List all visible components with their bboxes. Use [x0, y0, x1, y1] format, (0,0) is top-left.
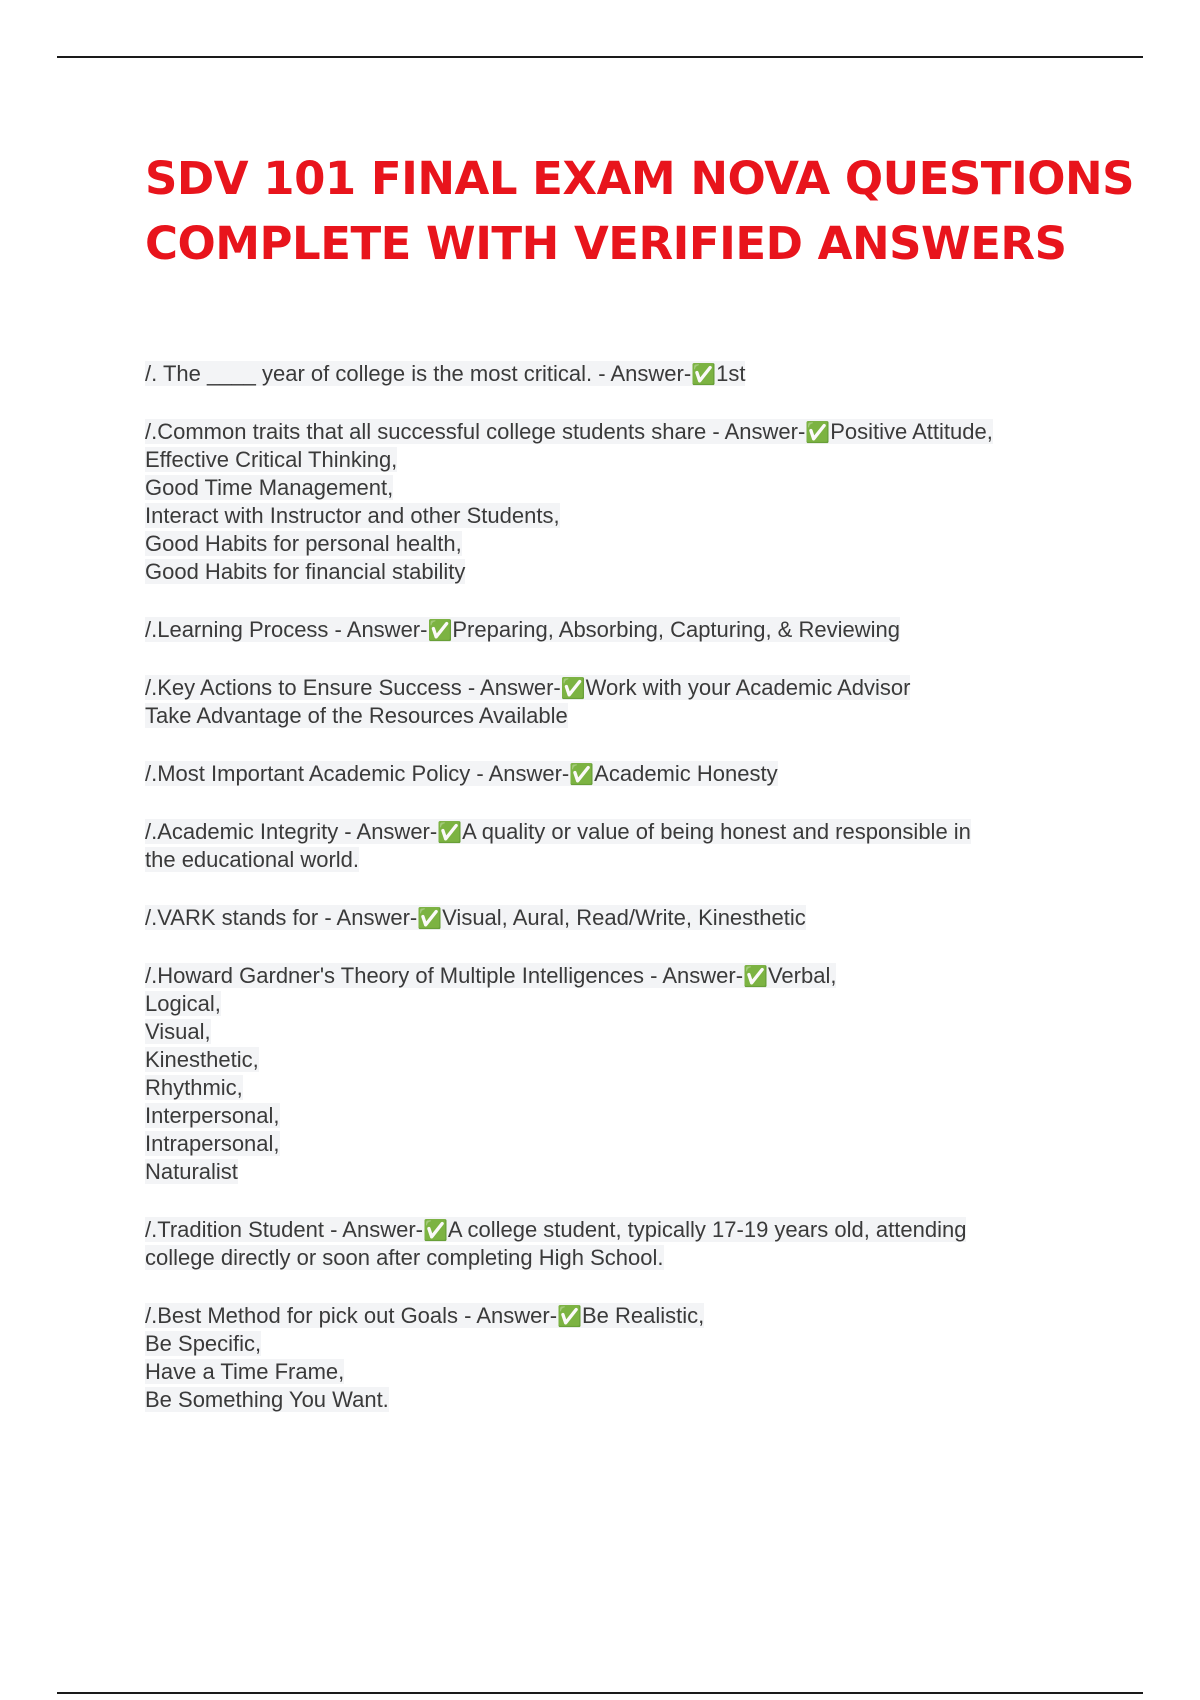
qa-answer: Have a Time Frame,	[145, 1359, 345, 1384]
qa-question-line	[145, 418, 1095, 446]
qa-question: /.Howard Gardner's Theory of Multiple Intelligences - Answer-	[145, 963, 744, 988]
qa-question: /. The ____ year of college is the most critical. - Answer-	[145, 361, 692, 386]
qa-answer-line	[145, 474, 1095, 502]
qa-answer: Interact with Instructor and other Students,	[145, 503, 560, 528]
check-mark-icon: ✅	[560, 676, 586, 700]
text-highlight	[145, 1387, 389, 1412]
text-highlight	[145, 503, 560, 528]
check-mark-icon: ✅	[417, 906, 443, 930]
qa-answer: Take Advantage of the Resources Available	[145, 703, 568, 728]
qa-item	[145, 962, 1095, 1186]
text-highlight	[145, 1131, 280, 1156]
qa-question: /.Key Actions to Ensure Success - Answer-	[145, 675, 561, 700]
qa-answer: Be Specific,	[145, 1331, 262, 1356]
qa-item	[145, 1302, 1095, 1414]
qa-answer-line	[145, 1074, 1095, 1102]
check-mark-icon: ✅	[427, 618, 453, 642]
qa-answer-line	[145, 846, 1095, 874]
check-mark-icon: ✅	[557, 1304, 582, 1328]
text-highlight	[145, 531, 462, 556]
text-highlight	[145, 1245, 664, 1270]
qa-answer-line	[145, 1330, 1095, 1358]
qa-answer: Academic Honesty	[594, 761, 778, 786]
qa-answer: Good Habits for personal health,	[145, 531, 462, 556]
qa-answer: Work with your Academic Advisor	[585, 675, 911, 700]
qa-list	[145, 360, 1095, 1444]
qa-answer-line	[145, 1130, 1095, 1158]
bottom-rule	[57, 1692, 1143, 1694]
qa-question-line	[145, 1216, 1095, 1244]
text-highlight	[145, 963, 836, 988]
qa-question-line	[145, 674, 1095, 702]
text-highlight	[145, 847, 359, 872]
qa-answer-line	[145, 1102, 1095, 1130]
text-highlight	[145, 361, 745, 386]
qa-answer: A quality or value of being honest and responsible in	[462, 819, 971, 844]
text-highlight	[145, 675, 910, 700]
text-highlight	[145, 1047, 259, 1072]
text-highlight	[145, 991, 221, 1016]
title-line-1: SDV 101 FINAL EXAM NOVA QUESTIONS	[145, 152, 1135, 205]
qa-answer: Good Habits for financial stability	[145, 559, 466, 584]
qa-answer-line	[145, 1046, 1095, 1074]
qa-answer: Rhythmic,	[145, 1075, 243, 1100]
qa-answer-line	[145, 1158, 1095, 1186]
qa-question: /.Most Important Academic Policy - Answer-	[145, 761, 570, 786]
qa-answer: Be Something You Want.	[145, 1387, 389, 1412]
qa-question: /.Learning Process - Answer-	[145, 617, 428, 642]
qa-answer: Kinesthetic,	[145, 1047, 259, 1072]
qa-answer-line	[145, 446, 1095, 474]
qa-question-line	[145, 616, 1095, 644]
qa-question-line	[145, 760, 1095, 788]
text-highlight	[145, 1159, 238, 1184]
qa-answer: college directly or soon after completing High School.	[145, 1245, 664, 1270]
qa-answer: Logical,	[145, 991, 221, 1016]
qa-answer-line	[145, 502, 1095, 530]
text-highlight	[145, 1103, 280, 1128]
qa-question-line	[145, 962, 1095, 990]
qa-answer: 1st	[716, 361, 746, 386]
text-highlight	[145, 447, 397, 472]
qa-question: /.Tradition Student - Answer-	[145, 1217, 423, 1242]
qa-answer: Positive Attitude,	[830, 419, 993, 444]
qa-answer: Good Time Management,	[145, 475, 394, 500]
text-highlight	[145, 905, 806, 930]
qa-answer: Be Realistic,	[581, 1303, 705, 1328]
text-highlight	[145, 1331, 261, 1356]
qa-answer: Intrapersonal,	[145, 1131, 280, 1156]
qa-answer-line	[145, 702, 1095, 730]
qa-item	[145, 1216, 1095, 1272]
qa-item	[145, 760, 1095, 788]
qa-answer: Verbal,	[767, 963, 837, 988]
text-highlight	[145, 559, 465, 584]
check-mark-icon: ✅	[569, 762, 595, 786]
qa-item	[145, 904, 1095, 932]
qa-answer: Naturalist	[145, 1159, 238, 1184]
text-highlight	[145, 1303, 704, 1328]
text-highlight	[145, 703, 568, 728]
qa-answer-line	[145, 1386, 1095, 1414]
check-mark-icon: ✅	[422, 1218, 448, 1242]
qa-question: /.Best Method for pick out Goals - Answer-	[145, 1303, 558, 1328]
qa-question-line	[145, 904, 1095, 932]
qa-answer: the educational world.	[145, 847, 360, 872]
title-line-2: COMPLETE WITH VERIFIED ANSWERS	[145, 217, 1067, 270]
qa-item	[145, 418, 1095, 586]
qa-item	[145, 818, 1095, 874]
qa-answer: Effective Critical Thinking,	[145, 447, 398, 472]
qa-question: /.VARK stands for - Answer-	[145, 905, 418, 930]
text-highlight	[145, 419, 993, 444]
qa-question-line	[145, 360, 1095, 388]
qa-answer-line	[145, 1018, 1095, 1046]
text-highlight	[145, 761, 778, 786]
qa-item	[145, 616, 1095, 644]
qa-answer: A college student, typically 17-19 years old, attending	[447, 1217, 967, 1242]
qa-answer-line	[145, 990, 1095, 1018]
qa-answer: Preparing, Absorbing, Capturing, & Reviewing	[452, 617, 900, 642]
text-highlight	[145, 617, 900, 642]
qa-question: /.Common traits that all successful college students share - Answer-	[145, 419, 806, 444]
text-highlight	[145, 1359, 344, 1384]
qa-answer-line	[145, 1244, 1095, 1272]
qa-question-line	[145, 1302, 1095, 1330]
document-title	[145, 146, 1135, 276]
qa-item	[145, 360, 1095, 388]
qa-answer: Visual, Aural, Read/Write, Kinesthetic	[442, 905, 806, 930]
qa-answer-line	[145, 530, 1095, 558]
text-highlight	[145, 1075, 243, 1100]
check-mark-icon: ✅	[805, 420, 831, 444]
top-rule	[57, 56, 1143, 58]
qa-question: /.Academic Integrity - Answer-	[145, 819, 438, 844]
check-mark-icon: ✅	[743, 964, 768, 988]
qa-answer: Visual,	[145, 1019, 211, 1044]
qa-item	[145, 674, 1095, 730]
qa-answer: Interpersonal,	[145, 1103, 280, 1128]
text-highlight	[145, 475, 393, 500]
text-highlight	[145, 1217, 966, 1242]
text-highlight	[145, 819, 971, 844]
qa-question-line	[145, 818, 1095, 846]
check-mark-icon: ✅	[437, 820, 463, 844]
check-mark-icon: ✅	[691, 362, 717, 386]
text-highlight	[145, 1019, 211, 1044]
qa-answer-line	[145, 558, 1095, 586]
qa-answer-line	[145, 1358, 1095, 1386]
